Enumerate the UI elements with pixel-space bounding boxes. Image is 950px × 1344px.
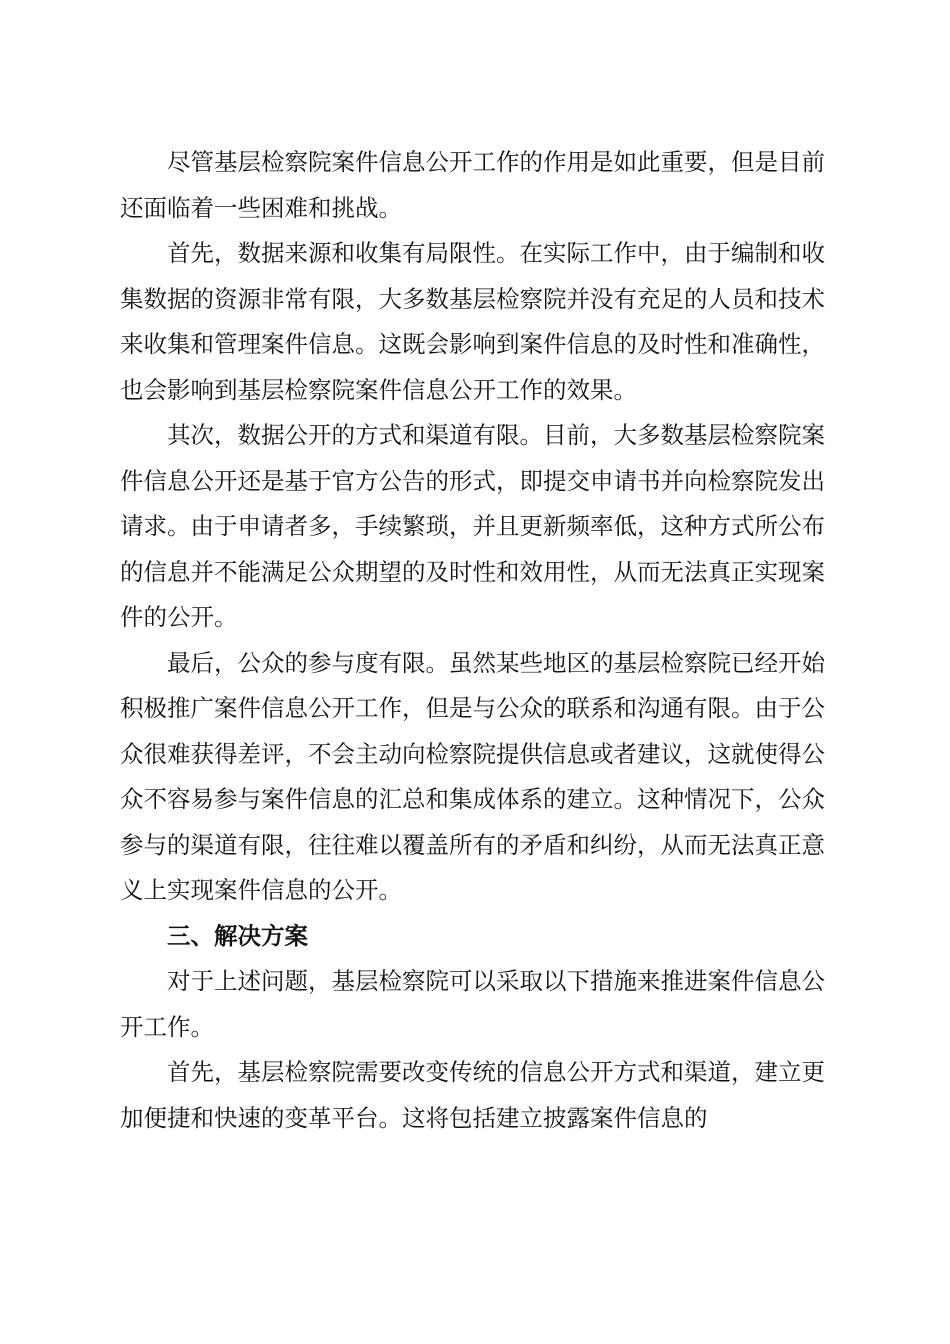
paragraph-solutions-intro: 对于上述问题，基层检察院可以采取以下措施来推进案件信息公开工作。 <box>120 967 825 1041</box>
paragraph-first-measure: 首先，基层检察院需要改变传统的信息公开方式和渠道，建立更加便捷和快速的变革平台。这将包括建立披露案件信息的 <box>120 1058 825 1132</box>
paragraph-public-participation: 最后，公众的参与度有限。虽然某些地区的基层检察院已经开始积极推广案件信息公开工作，但是与公众的联系和沟通有限。由于公众很难获得差评，不会主动向检察院提供信息或者建议，这就使得公众不容易参与案件信息的汇总和集成体系的建立。这种情况下，公众参与的渠道有限，往往难以覆盖所有的矛盾和纠纷，从而无法真正意义上实现案件信息的公开。 <box>120 648 825 904</box>
section-heading-solutions: 三、解决方案 <box>167 921 308 950</box>
paragraph-data-source-limits: 首先，数据来源和收集有局限性。在实际工作中，由于编制和收集数据的资源非常有限，大多数基层检察院并没有充足的人员和技术来收集和管理案件信息。这既会影响到案件信息的及时性和准确性，也会影响到基层检察院案件信息公开工作的效果。 <box>120 239 825 404</box>
paragraph-disclosure-channels: 其次，数据公开的方式和渠道有限。目前，大多数基层检察院案件信息公开还是基于官方公告的形式，即提交申请书并向检察院发出请求。由于申请者多，手续繁琐，并且更新频率低，这种方式所公布的信息并不能满足公众期望的及时性和效用性，从而无法真正实现案件的公开。 <box>120 421 825 631</box>
document-page <box>120 140 825 1141</box>
paragraph-challenges-intro: 尽管基层检察院案件信息公开工作的作用是如此重要，但是目前还面临着一些困难和挑战。 <box>120 148 825 222</box>
